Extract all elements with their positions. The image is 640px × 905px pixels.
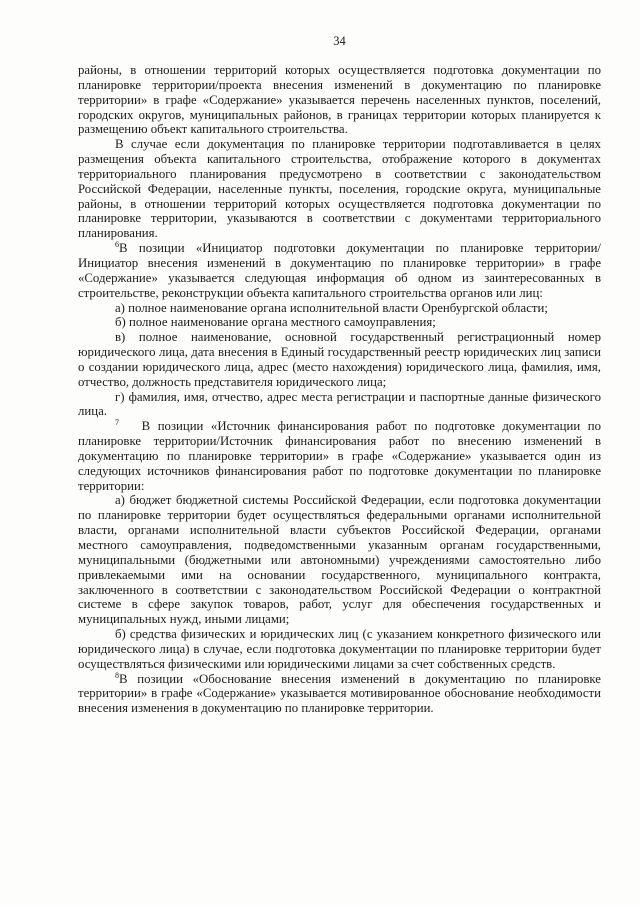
- list-item: а) бюджет бюджетной системы Российской Федерации, если подготовка документации по планировке территории будет осуществляться федеральными органами исполнительной власти, органами исполнительной власти субъектов Российской Федерации, органами местного самоуправления, подведомственными указанным органам государственными, муниципальными (бюджетными или автономными) учреждениями самостоятельно либо привлекаемыми ими на основании государственного, муниципального контракта, заключенного в соответствии с законодательством Российской Федерации о контрактной системе в сфере закупок товаров, работ, услуг для обеспечения государственных и муниципальных нужд, иными лицами;: [78, 493, 601, 627]
- paragraph: районы, в отношении территорий которых осуществляется подготовка документации по планировке территории/проекта внесения изменений в документацию по планировке территории» в графе «Содержание» указывается перечень населенных пунктов, поселений, городских округов, муниципальных районов, в границах территории которых планируется к размещению объект капитального строительства.: [78, 63, 601, 137]
- paragraph: В случае если документация по планировке территории подготавливается в целях размещения объекта капитального строительства, отображение которого в документах территориального планирования предусмотрено в соответствии с законодательством Российской Федерации, населенные пункты, поселения, городские округа, муниципальные районы, в отношении территорий которых осуществляется подготовка документации по планировке территории, указываются в соответствии с документами территориального планирования.: [78, 137, 601, 241]
- document-body: [78, 63, 601, 716]
- paragraph: [78, 419, 601, 493]
- paragraph: [78, 241, 601, 300]
- footnote-marker: 8: [115, 670, 119, 680]
- paragraph-text: В позиции «Инициатор подготовки документации по планировке территории/Инициатор внесения изменений в документацию по планировке территории» в графе «Содержание» указывается следующая информация об одном из заинтересованных в строительстве, реконструкции объекта капитального строительства органов или лиц:: [78, 241, 601, 300]
- footnote-marker: 7: [115, 418, 119, 428]
- list-item: г) фамилия, имя, отчество, адрес места регистрации и паспортные данные физического лица.: [78, 389, 601, 419]
- list-item: в) полное наименование, основной государственный регистрационный номер юридического лица, дата внесения в Единый государственный реестр юридических лиц записи о создании юридического лица, адрес (место нахождения) юридического лица, фамилия, имя, отчество, должность представителя юридического лица;: [78, 330, 601, 389]
- paragraph-text: В позиции «Источник финансирования работ по подготовке документации по планировке территории/Источник финансирования работ по внесению изменений в документацию по планировке территории» в графе «Содержание» указывается один из следующих источников финансирования работ по подготовке документации по планировке территории:: [78, 419, 601, 493]
- page-number: 34: [333, 34, 346, 48]
- paragraph: [78, 672, 601, 717]
- paragraph-text: В позиции «Обоснование внесения изменений в документацию по планировке территории» в графе «Содержание» указывается мотивированное обоснование необходимости внесения изменения в документацию по планировке территории.: [78, 671, 601, 716]
- list-item: б) полное наименование органа местного самоуправления;: [115, 315, 436, 330]
- list-item: б) средства физических и юридических лиц (с указанием конкретного физического или юридического лица) в случае, если подготовка документации по планировке территории будет осуществляться физическими или юридическими лицами за счет собственных средств.: [78, 627, 601, 671]
- list-item: а) полное наименование органа исполнительной власти Оренбургской области;: [115, 300, 548, 315]
- footnote-marker: 6: [115, 240, 119, 250]
